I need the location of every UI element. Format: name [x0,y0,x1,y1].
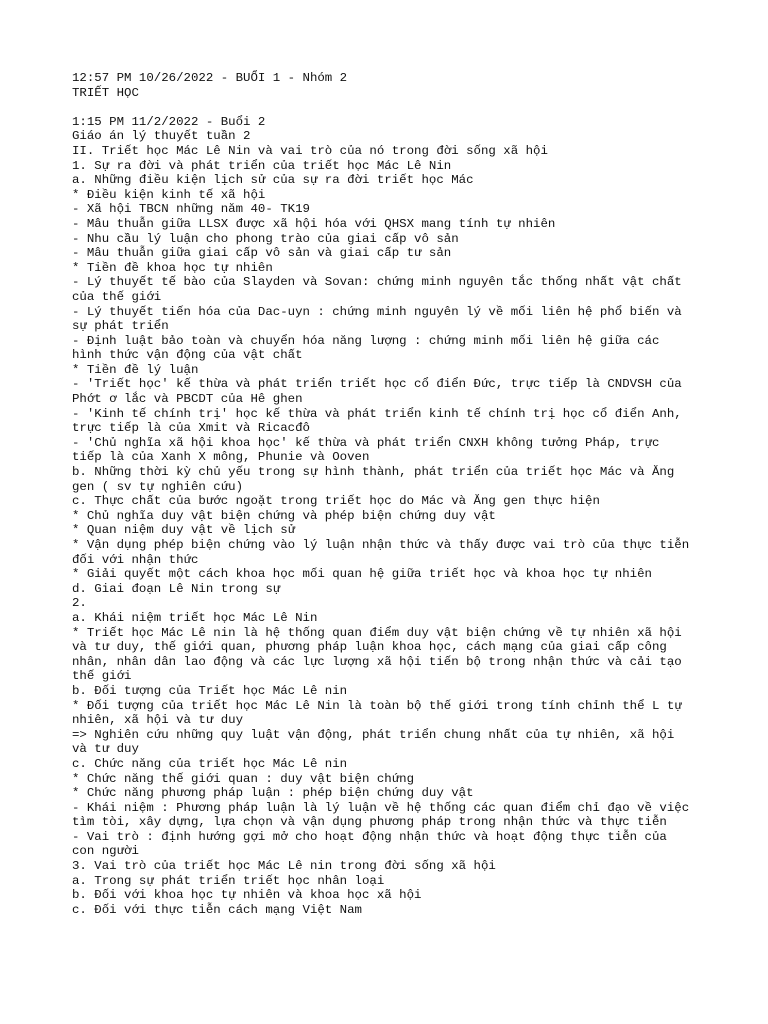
note-line: con người [72,844,139,859]
note-line: c. Thực chất của bước ngoặt trong triết học do Mác và Ăng gen thực hiện [72,494,600,509]
note-line: 3. Vai trò của triết học Mác Lê nin trong đời sống xã hội [72,859,496,874]
note-line: * Tiền đề khoa học tự nhiên [72,260,273,275]
note-line: - Mâu thuẫn giữa giai cấp vô sản và giai cấp tư sản [72,246,452,261]
note-line: tiếp là của Xanh X mông, Phunie và Ooven [72,450,370,465]
note-line: b. Những thời kỳ chủ yếu trong sự hình thành, phát triển của triết học Mác và Ăng [72,465,675,480]
note-line: * Chủ nghĩa duy vật biện chứng và phép biện chứng duy vật [72,508,496,523]
note-line: * Đối tượng của triết học Mác Lê Nin là toàn bộ thế giới trong tính chỉnh thể L tự [72,698,682,713]
note-line: Giáo án lý thuyết tuần 2 [72,129,251,144]
notes-body [72,115,722,918]
note-line: hình thức vận động của vật chất [72,348,303,363]
note-line: - Lý thuyết tế bào của Slayden và Sovan: chứng minh nguyên tắc thống nhất vật chất [72,275,682,290]
note-line: c. Chức năng của triết học Mác Lê nin [72,756,348,771]
note-line: * Triết học Mác Lê nin là hệ thống quan điểm duy vật biện chứng về tự nhiên xã hội [72,625,682,640]
session-1-header: 12:57 PM 10/26/2022 - BUỔI 1 - Nhóm 2 [72,71,348,85]
note-line: d. Giai đoạn Lê Nin trong sự [72,581,281,596]
note-line: a. Những điều kiện lịch sử của sự ra đời triết học Mác [72,173,474,188]
note-line: nhân, nhân dân lao động và các lực lượng xã hội tiến bộ trong nhận thức và cải tạo [72,654,682,669]
note-line: - Khái niệm : Phương pháp luận là lý luận về hệ thống các quan điểm chỉ đạo về việc [72,800,690,815]
note-line: - 'Chủ nghĩa xã hội khoa học' kế thừa và phát triển CNXH không tưởng Pháp, trực [72,435,660,450]
note-line: * Vận dụng phép biện chứng vào lý luận nhận thức và thấy được vai trò của thực tiễn [72,538,690,552]
note-line: a. Trong sự phát triển triết học nhân loại [72,873,385,888]
note-line: và tư duy, thế giới quan, phương pháp luận khoa học, cách mạng của giai cấp công [72,640,667,655]
note-line: gen ( sv tự nghiên cứu) [72,479,244,494]
note-line: sự phát triển [72,319,169,334]
note-line: b. Đối với khoa học tự nhiên và khoa học xã hội [72,888,422,903]
note-line: thế giới [72,669,132,684]
note-line: - Xã hội TBCN những năm 40- TK19 [72,202,310,217]
note-line: trực tiếp là của Xmit và Ricacđô [72,421,310,436]
note-line: - Nhu cầu lý luận cho phong trào của giai cấp vô sản [72,231,459,246]
note-line: - Mâu thuẫn giữa LLSX được xã hội hóa với QHSX mang tính tự nhiên [72,216,556,231]
note-line: a. Khái niệm triết học Mác Lê Nin [72,610,318,625]
note-line: nhiên, xã hội và tư duy [72,713,244,728]
note-line: đối với nhận thức [72,552,199,567]
note-line: - Vai trò : định hướng gợi mở cho hoạt động nhận thức và hoạt động thực tiễn của [72,829,667,844]
blank-line [72,100,722,115]
note-line: c. Đối với thực tiễn cách mạng Việt Nam [72,902,362,917]
course-title: TRIẾT HỌC [72,85,139,100]
note-line: * Chức năng thế giới quan : duy vật biện chứng [72,771,415,786]
note-line: * Điều kiện kinh tế xã hội [72,187,266,202]
note-line: Phớt ơ lắc và PBCDT của Hê ghen [72,392,303,407]
note-line: II. Triết học Mác Lê Nin và vai trò của nó trong đời sống xã hội [72,143,548,158]
note-line: => Nghiên cứu những quy luật vận động, phát triển chung nhất của tự nhiên, xã hội [72,727,675,742]
note-line: 2. [72,596,87,611]
note-line: - Định luật bảo toàn và chuyển hóa năng lượng : chứng minh mối liên hệ giữa các [72,333,660,348]
note-line: * Chức năng phương pháp luận : phép biện chứng duy vật [72,786,474,801]
note-line: 1:15 PM 11/2/2022 - Buổi 2 [72,114,266,129]
note-line: - 'Kinh tế chính trị' học kế thừa và phát triển kinh tế chính trị học cổ điển Anh, [72,406,682,421]
note-line: * Quan niệm duy vật về lịch sử [72,523,296,538]
note-line: b. Đối tượng của Triết học Mác Lê nin [72,683,348,698]
note-line: * Tiền đề lý luận [72,362,199,377]
note-line: 1. Sự ra đời và phát triển của triết học Mác Lê Nin [72,158,452,173]
note-line: * Giải quyết một cách khoa học mối quan hệ giữa triết học và khoa học tự nhiên [72,567,652,582]
note-line: - 'Triết học' kế thừa và phát triển triết học cổ điển Đức, trực tiếp là CNDVSH của [72,377,682,392]
document-page [72,71,722,917]
note-line: tìm tòi, xây dựng, lựa chọn và vận dụng phương pháp trong nhận thức và thực tiễn [72,815,667,830]
note-line: - Lý thuyết tiến hóa của Dac-uyn : chứng minh nguyên lý về mối liên hệ phổ biến và [72,304,682,319]
note-line: của thế giới [72,289,162,304]
note-line: và tư duy [72,742,139,757]
